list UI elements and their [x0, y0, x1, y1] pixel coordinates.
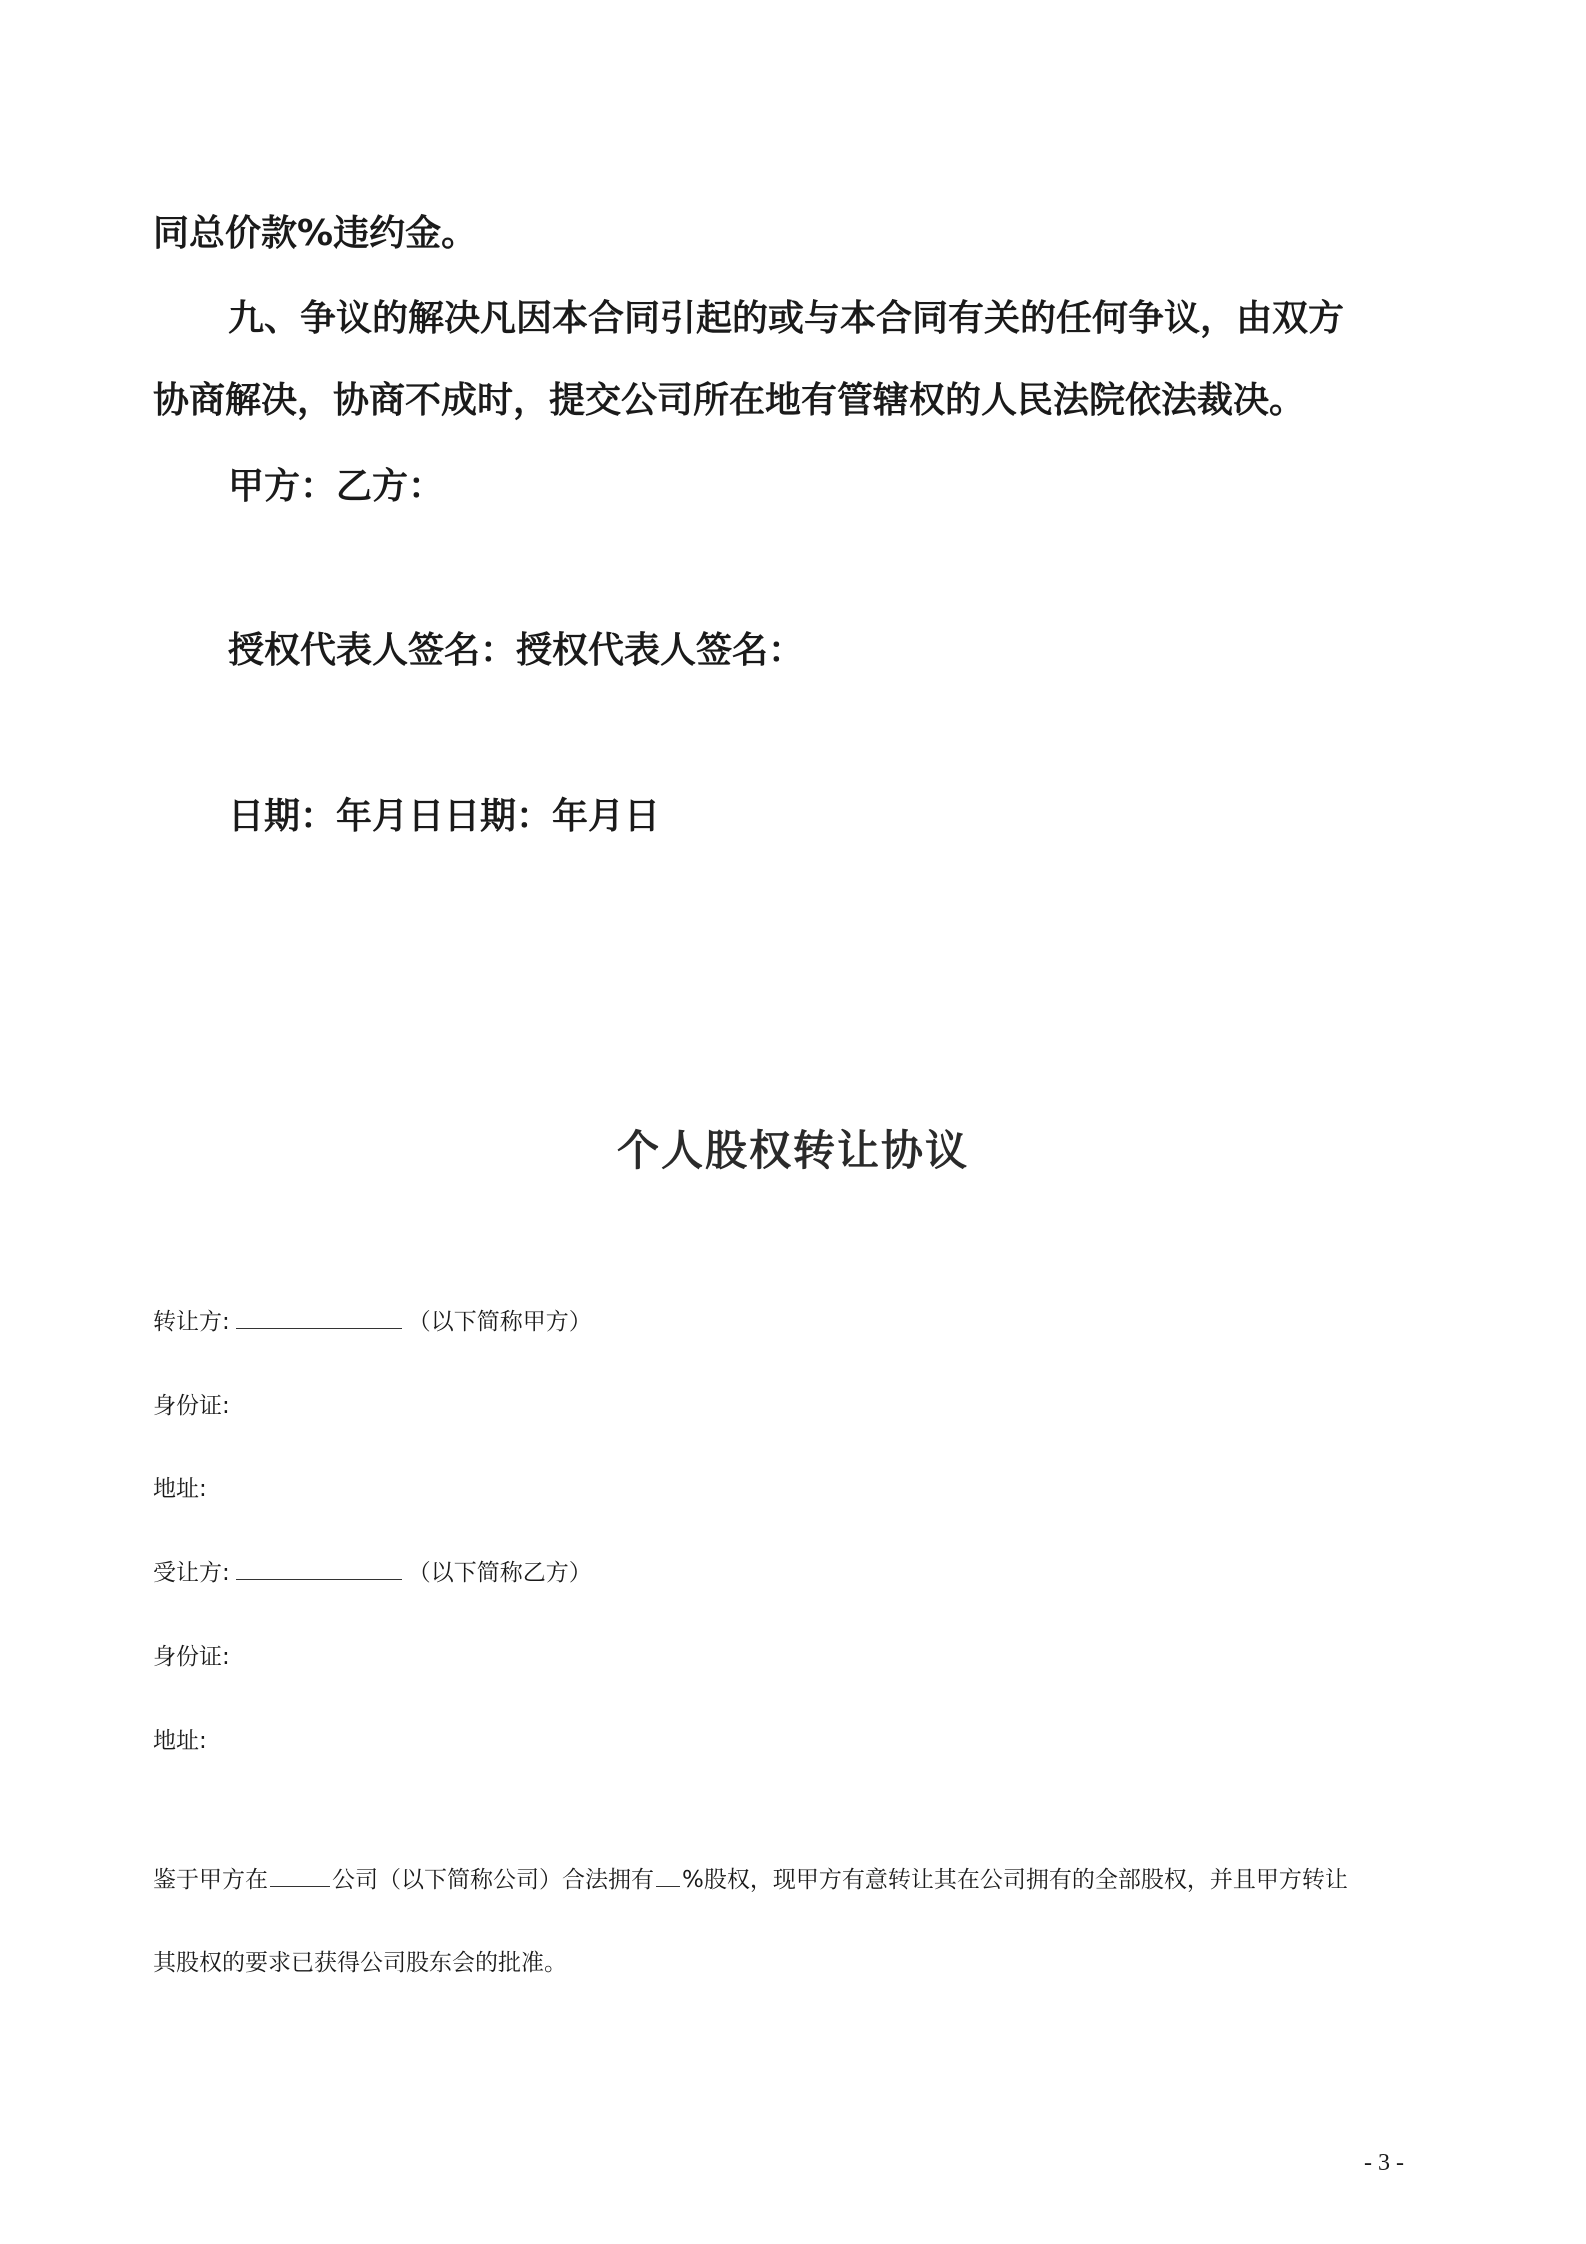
- transferor-label: 转让方:: [153, 1309, 230, 1335]
- transferor-row: [153, 1303, 592, 1336]
- transferor-address-label: 地址:: [153, 1476, 207, 1502]
- transferor-id-label: 身份证:: [153, 1393, 230, 1419]
- page-number: - 3 -: [1364, 2150, 1404, 2176]
- text-line-dispute-resolution: 协商解决，协商不成时，提交公司所在地有管辖权的人民法院依法裁决。: [153, 380, 1306, 421]
- recital-part-c: %股权，现甲方有意转让其在公司拥有的全部股权，并且甲方转让: [682, 1867, 1348, 1893]
- transferee-blank: [236, 1557, 402, 1580]
- transferee-row: [153, 1554, 592, 1587]
- transferee-id-label: 身份证:: [153, 1644, 230, 1670]
- transferor-note: （以下简称甲方）: [407, 1309, 592, 1335]
- transferor-blank: [236, 1306, 402, 1329]
- transferee-note: （以下简称乙方）: [407, 1560, 592, 1586]
- text-line-dispute-clause: 九、争议的解决凡因本合同引起的或与本合同有关的任何争议，由双方: [228, 298, 1345, 339]
- transferee-address-label: 地址:: [153, 1728, 207, 1754]
- signature-line: 授权代表人签名：授权代表人签名：: [228, 630, 805, 671]
- percent-blank: [656, 1864, 680, 1887]
- recital-part-a: 鉴于甲方在: [153, 1867, 268, 1893]
- recital-line-2: 其股权的要求已获得公司股东会的批准。: [153, 1950, 567, 1976]
- recital-part-b: 公司（以下简称公司）合法拥有: [332, 1867, 654, 1893]
- agreement-title: 个人股权转让协议: [616, 1126, 969, 1175]
- recital-line-1: [153, 1861, 1348, 1894]
- transferee-label: 受让方:: [153, 1560, 230, 1586]
- text-line-penalty: 同总价款%违约金。: [153, 213, 478, 254]
- parties-line: 甲方：乙方：: [228, 466, 445, 507]
- company-blank: [270, 1864, 330, 1887]
- date-line: 日期：年月日日期：年月日: [228, 796, 661, 837]
